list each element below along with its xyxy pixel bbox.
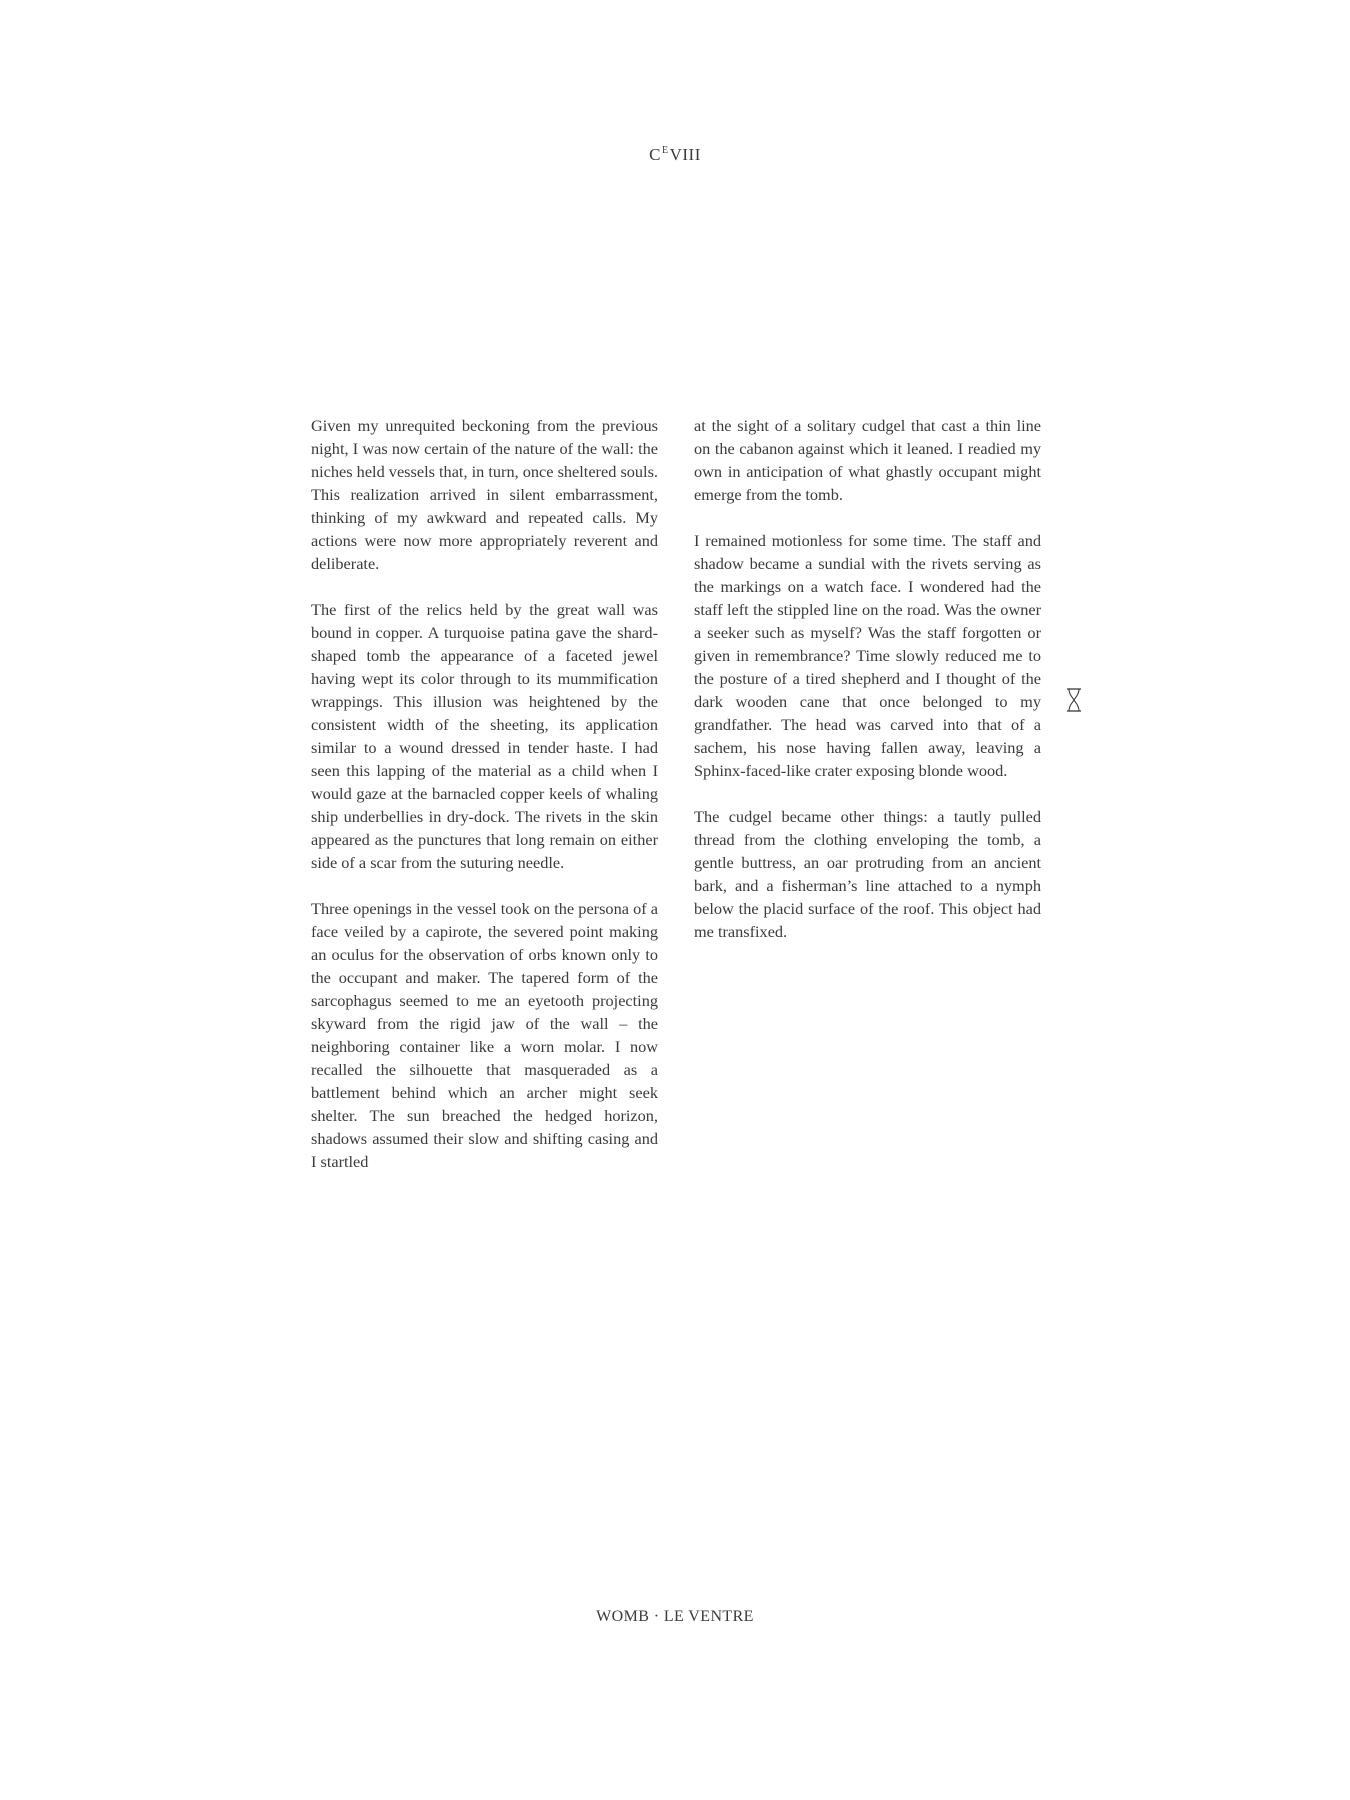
paragraph: Three openings in the vessel took on the persona of a face veiled by a capirote, the severed point making an oculus for the observation of orbs known only to the occupant and maker. The tapered form of the sarcophagus seemed to me an eyetooth projecting skyward from the rigid jaw of the wall – the neighboring container like a worn molar. I now recalled the silhouette that masqueraded as a battlement behind which an archer might seek shelter. The sun breached the hedged horizon, shadows assumed their slow and shifting casing and I startled [311, 899, 658, 1171]
page-number-suffix: VIII [669, 145, 701, 164]
page-number [0, 145, 1350, 165]
paragraph: I remained motionless for some time. The staff and shadow became a sundial with the rivets serving as the markings on a watch face. I wondered had the staff left the stippled line on the road. Was the owner a seeker such as myself? Was the staff forgotten or given in remembrance? Time slowly reduced me to the posture of a tired shepherd and I thought of the dark wooden cane that once belonged to my grandfather. The head was carved into that of a sachem, his nose having fallen away, leaving a Sphinx-faced-like crater exposing blonde wood. [694, 531, 1041, 780]
paragraph: The cudgel became other things: a tautly pulled thread from the clothing enveloping the tomb, a gentle buttress, an oar protruding from an ancient bark, and a fisherman’s line attached to a nymph below the placid surface of the roof. This object had me transfixed. [694, 807, 1041, 941]
running-footer: WOMB · LE VENTRE [596, 1608, 754, 1625]
right-text-column [694, 414, 1041, 966]
hourglass-icon [1066, 688, 1082, 712]
left-text-column [311, 414, 658, 1196]
paragraph: at the sight of a solitary cudgel that cast a thin line on the cabanon against which it leaned. I readied my own in anticipation of what ghastly occupant might emerge from the tomb. [694, 416, 1041, 504]
paragraph: Given my unrequited beckoning from the previous night, I was now certain of the nature of the wall: the niches held vessels that, in turn, once sheltered souls. This realization arrived in silent embarrassment, thinking of my awkward and repeated calls. My actions were now more appropriately reverent and deliberate. [311, 416, 658, 573]
page-number-prefix: C [649, 145, 661, 164]
page-number-superscript: E [661, 145, 669, 157]
paragraph: The first of the relics held by the great wall was bound in copper. A turquoise patina gave the shard-shaped tomb the appearance of a faceted jewel having wept its color through to its mummification wrappings. This illusion was heightened by the consistent width of the sheeting, its application similar to a wound dressed in tender haste. I had seen this lapping of the material as a child when I would gaze at the barnacled copper keels of whaling ship underbellies in dry-dock. The rivets in the skin appeared as the punctures that long remain on either side of a scar from the suturing needle. [311, 600, 658, 872]
